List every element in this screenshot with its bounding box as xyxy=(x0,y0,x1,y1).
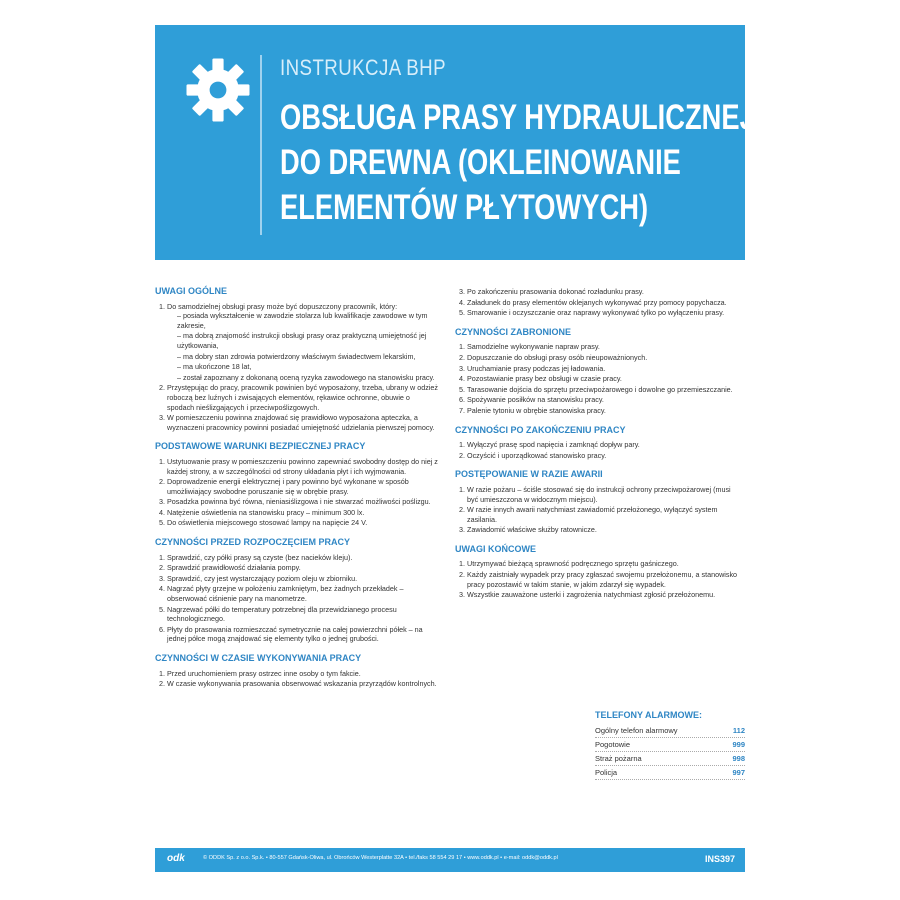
before-work-list xyxy=(155,553,438,644)
list-item: 1. Ustytuowanie prasy w pomieszczeniu powinno zapewniać swobodny dostęp do niej z każdej strony, a w szczególności od strony układania płyt i ich wyjmowania. xyxy=(167,457,438,476)
list-item: 3. Posadzka powinna być równa, nieniasiślizgowa i nie stwarzać możliwości poślizgu. xyxy=(167,497,438,507)
during-work-list xyxy=(155,669,438,689)
phone-row xyxy=(595,752,745,766)
list-item: 1. Sprawdzić, czy półki prasy są czyste (bez nacieków kleju). xyxy=(167,553,438,563)
after-work-list xyxy=(455,440,738,460)
section-heading-emergency: POSTĘPOWANIE W RAZIE AWARII xyxy=(455,469,603,480)
list-item: 2. Oczyścić i uporządkować stanowisko pracy. xyxy=(467,451,738,461)
list-item: 3. Zawiadomić właściwe służby ratownicze. xyxy=(467,525,738,535)
title-line: DO DREWNA (OKLEINOWANIE xyxy=(280,143,681,182)
list-item: 5. Smarowanie i oczyszczanie oraz naprawy wykonywać tylko po wyłączeniu prasy. xyxy=(467,308,738,318)
list-item: 1. Wyłączyć prasę spod napięcia i zamknąć dopływ pary. xyxy=(467,440,738,450)
during-work-list-continued xyxy=(455,287,738,318)
list-item: 3. W pomieszczeniu powinna znajdować się prawidłowo wyposażona apteczka, a wyznaczeni pracownicy powinni posiadać umiejętność udzielania pierwszej pomocy. xyxy=(167,413,438,432)
section-heading-general: UWAGI OGÓLNE xyxy=(155,286,227,296)
section-heading-forbidden: CZYNNOŚCI ZABRONIONE xyxy=(455,326,572,337)
emergency-phones xyxy=(595,710,745,780)
list-item: 2. Dopuszczanie do obsługi prasy osób nieupoważnionych. xyxy=(467,353,738,363)
sub-item: – posiada wykształcenie w zawodzie stolarza lub kwalifikacje zawodowe w tym zakresie, xyxy=(177,311,438,330)
phone-number: 998 xyxy=(732,754,745,763)
list-item: 4. Natężenie oświetlenia na stanowisku pracy – minimum 300 lx. xyxy=(167,508,438,518)
conditions-list xyxy=(155,457,438,528)
list-item: 4. Załadunek do prasy elementów oklejanych wykonywać przy pomocy popychacza. xyxy=(467,298,738,308)
list-item: 2. W razie innych awarii natychmiast zawiadomić przełożonego, wyłączyć system zasilania. xyxy=(467,505,738,524)
final-notes-list xyxy=(455,559,738,599)
emergency-list xyxy=(455,485,738,535)
list-item: 1. Samodzielne wykonywanie napraw prasy. xyxy=(467,342,738,352)
list-item: 5. Tarasowanie dojścia do sprzętu przeciwpożarowego i dowolne go przemieszczanie. xyxy=(467,385,738,395)
phone-label: Pogotowie xyxy=(595,740,631,749)
list-item: 4. Nagrzać płyty grzejne w położeniu zamkniętym, bez żadnych przekładek – obserwować ciśnienie pary na manometrze. xyxy=(167,584,438,603)
phone-label: Policja xyxy=(595,768,618,777)
title-line: OBSŁUGA PRASY HYDRAULICZNEJ xyxy=(280,98,755,137)
right-column xyxy=(455,287,738,601)
sub-item: – ma ukończone 18 lat, xyxy=(177,362,438,372)
list-item: 1. Przed uruchomieniem prasy ostrzec inne osoby o tym fakcie. xyxy=(167,669,438,679)
list-item: 6. Spożywanie posiłków na stanowisku pracy. xyxy=(467,395,738,405)
forbidden-list xyxy=(455,342,738,415)
list-item: 1. W razie pożaru – ściśle stosować się do instrukcji ochrony przeciwpożarowej (musi być umieszczona w widocznym miejscu). xyxy=(467,485,738,504)
list-item: 6. Płyty do prasowania rozmieszczać symetrycznie na całej powierzchni półek – na jednej półce mogą znajdować się elementy tylko o jednej grubości. xyxy=(167,625,438,644)
list-item: 7. Palenie tytoniu w obrębie stanowiska pracy. xyxy=(467,406,738,416)
phone-number: 112 xyxy=(732,726,745,735)
section-heading-after-work: CZYNNOŚCI PO ZAKOŃCZENIU PRACY xyxy=(455,424,626,435)
gear-icon xyxy=(183,55,253,125)
section-heading-during-work: CZYNNOŚCI W CZASIE WYKONYWANIA PRACY xyxy=(155,653,362,663)
list-item: 3. Uruchamianie prasy podczas jej ładowania. xyxy=(467,364,738,374)
sub-list xyxy=(167,311,438,382)
header-divider xyxy=(260,55,262,235)
section-heading-conditions: PODSTAWOWE WARUNKI BEZPIECZNEJ PRACY xyxy=(155,441,366,452)
list-item: 5. Do oświetlenia miejscowego stosować lampy na napięcie 24 V. xyxy=(167,518,438,528)
publisher-logo: odk xyxy=(167,853,185,864)
sub-item: – ma dobrą znajomość instrukcji obsługi prasy oraz praktyczną umiejętność jej użytkowania, xyxy=(177,331,438,350)
sub-item: – został zapoznany z dokonaną oceną ryzyka zawodowego na stanowisku pracy. xyxy=(177,373,438,383)
list-item: 2. Przystępując do pracy, pracownik powinien być wyposażony, trzeba, ubrany w odzież roboczą bez luźnych i zwisających elementów, rękawice ochronne, obuwie o spodach nieślizgających i przeciwpoślizgowych. xyxy=(167,383,438,412)
section-heading-final-notes: UWAGI KOŃCOWE xyxy=(455,543,536,554)
document-code: INS397 xyxy=(704,854,735,864)
list-item: 4. Pozostawianie prasy bez obsługi w czasie pracy. xyxy=(467,374,738,384)
general-list xyxy=(155,302,438,433)
phones-title: TELEFONY ALARMOWE: xyxy=(595,710,702,720)
list-item: 2. Doprowadzenie energii elektrycznej i pary powinno być wykonane w sposób umożliwiający swobodne poruszanie się w obrębie prasy. xyxy=(167,477,438,496)
phone-row xyxy=(595,724,745,738)
phone-label: Ogólny telefon alarmowy xyxy=(595,726,678,735)
phone-label: Straż pożarna xyxy=(595,754,642,763)
phone-row xyxy=(595,766,745,780)
phone-number: 999 xyxy=(732,740,745,749)
list-item: 3. Sprawdzić, czy jest wystarczający poziom oleju w zbiorniku. xyxy=(167,574,438,584)
list-item: 2. Sprawdzić prawidłowość działania pompy. xyxy=(167,563,438,573)
list-item: 1. Utrzymywać bieżącą sprawność podręcznego sprzętu gaśniczego. xyxy=(467,559,738,569)
instruction-sheet xyxy=(155,25,755,880)
footer-contact: © ODDK Sp. z o.o. Sp.k. • 80-557 Gdańsk-Oliwa, ul. Obrońców Westerplatte 32A • tel./faks 58 554 29 17 • www.oddk.pl • e-mail: oddk@oddk.pl xyxy=(203,855,558,861)
header-banner xyxy=(155,25,755,260)
list-item: 3. Wszystkie zauważone usterki i zagrożenia natychmiast zgłosić przełożonemu. xyxy=(467,590,738,600)
sub-item: – ma dobry stan zdrowia potwierdzony właściwym świadectwem lekarskim, xyxy=(177,352,438,362)
section-heading-before-work: CZYNNOŚCI PRZED ROZPOCZĘCIEM PRACY xyxy=(155,537,351,548)
document-title xyxy=(280,95,755,230)
list-item: 3. Po zakończeniu prasowania dokonać rozładunku prasy. xyxy=(467,287,738,297)
list-item: 1. Do samodzielnej obsługi prasy może być dopuszczony pracownik, który: – posiada wykształcenie w zawodzie stolarza lub kwalifikacje zawodowe w tym zakresie, – ma dobrą znajomość instrukcji obsługi prasy oraz praktyczną umiejętność jej użytkowania, – ma dobry stan zdrowia potwierdzony właściwym świadectwem lekarskim, – ma ukończone 18 lat, – został zapoznany z dokonaną oceną ryzyka zawodowego na stanowisku pracy. xyxy=(167,302,438,383)
header-kicker: INSTRUKCJA BHP xyxy=(280,55,446,80)
footer-bar xyxy=(155,848,745,872)
title-line: ELEMENTÓW PŁYTOWYCH) xyxy=(280,188,649,227)
list-item: 5. Nagrzewać półki do temperatury potrzebnej dla przewidzianego procesu technologicznego. xyxy=(167,605,438,624)
list-item: 2. W czasie wykonywania prasowania obserwować wskazania przyrządów kontrolnych. xyxy=(167,679,438,689)
phone-row xyxy=(595,738,745,752)
phone-number: 997 xyxy=(732,768,745,777)
list-item: 2. Każdy zaistniały wypadek przy pracy zgłaszać swojemu przełożonemu, a stanowisko pracy pozostawić w takim stanie, w jakim zdarzył się wypadek. xyxy=(467,570,738,589)
left-column xyxy=(155,287,438,690)
